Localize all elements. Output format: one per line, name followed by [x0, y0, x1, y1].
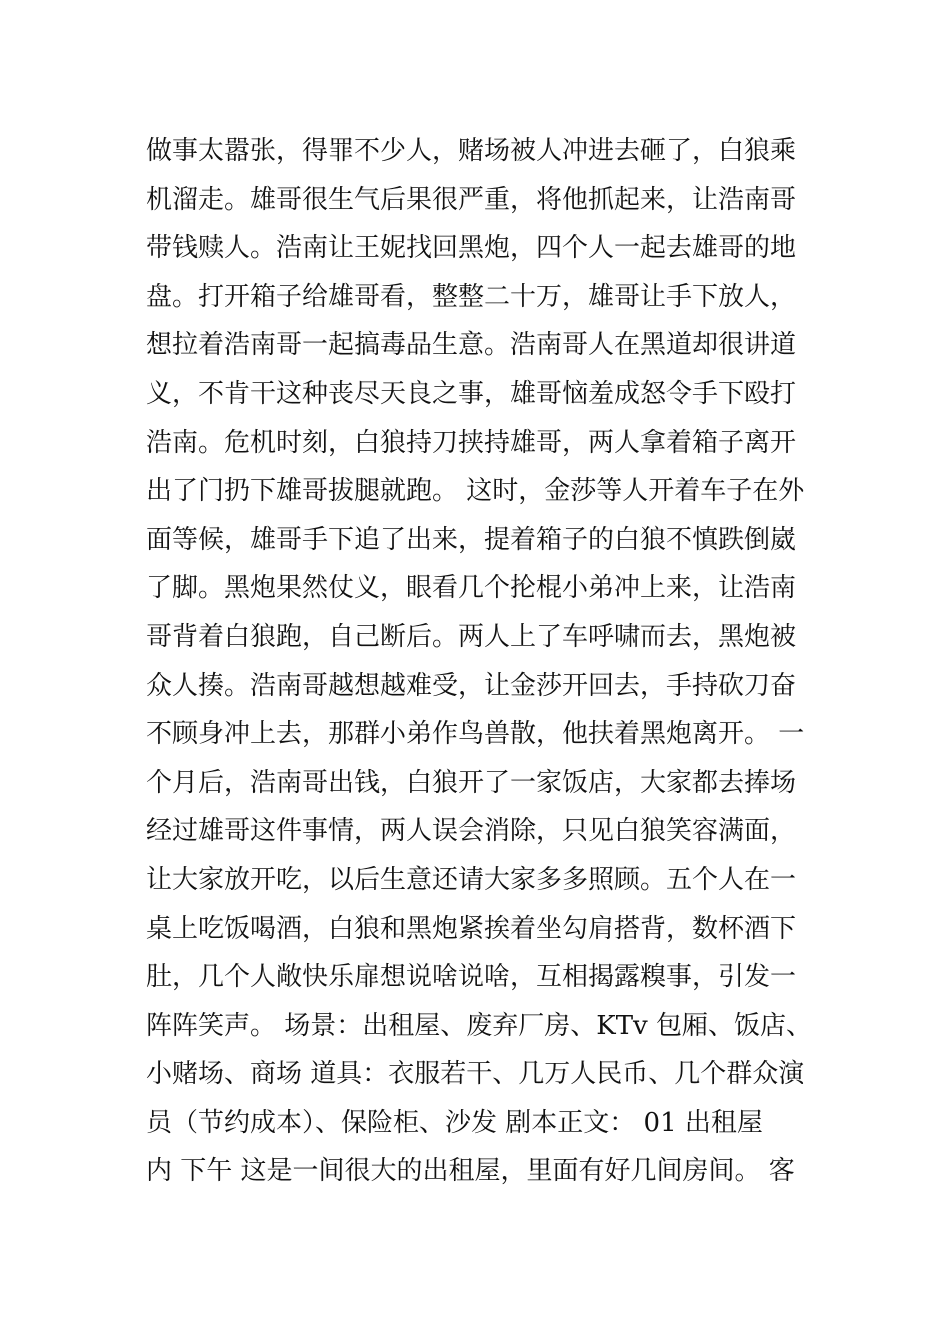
text-line: 了脚。黑炮果然仗义，眼看几个抡棍小弟冲上来，让浩南: [146, 573, 797, 604]
text-line: 盘。打开箱子给雄哥看，整整二十万，雄哥让手下放人，: [146, 281, 797, 312]
text-line: 面等候，雄哥手下追了出来，提着箱子的白狼不慎跌倒崴: [146, 524, 797, 555]
body-text: [146, 127, 816, 1196]
text-line: 众人揍。浩南哥越想越难受，让金莎开回去，手持砍刀奋: [146, 670, 797, 701]
text-line: 员（节约成本）、保险柜、沙发 剧本正文： 01 出租屋: [146, 1107, 763, 1138]
text-line: 阵阵笑声。 场景：出租屋、废弃厂房、KTv 包厢、饭店、: [146, 1010, 812, 1041]
text-line: 义，不肯干这种丧尽天良之事，雄哥恼羞成怒令手下殴打: [146, 378, 797, 409]
text-line: 浩南。危机时刻，白狼持刀挟持雄哥，两人拿着箱子离开: [146, 427, 797, 458]
text-line: 经过雄哥这件事情，两人误会消除，只见白狼笑容满面，: [146, 816, 797, 847]
text-line: 不顾身冲上去，那群小弟作鸟兽散，他扶着黑炮离开。 一: [146, 719, 805, 750]
text-line: 肚，几个人敞快乐扉想说啥说啥，互相揭露糗事，引发一: [146, 962, 797, 993]
text-line: 哥背着白狼跑，自己断后。两人上了车呼啸而去，黑炮被: [146, 621, 797, 652]
text-line: 出了门扔下雄哥拔腿就跑。 这时，金莎等人开着车子在外: [146, 476, 805, 507]
text-line: 机溜走。雄哥很生气后果很严重，将他抓起来，让浩南哥: [146, 184, 797, 215]
text-line: 带钱赎人。浩南让王妮找回黑炮，四个人一起去雄哥的地: [146, 233, 797, 264]
text-line: 让大家放开吃，以后生意还请大家多多照顾。五个人在一: [146, 864, 797, 895]
text-line: 做事太嚣张，得罪不少人，赌场被人冲进去砸了，白狼乘: [146, 136, 797, 166]
text-line: 想拉着浩南哥一起搞毒品生意。浩南哥人在黑道却很讲道: [146, 330, 797, 361]
text-line: 个月后，浩南哥出钱，白狼开了一家饭店，大家都去捧场: [146, 767, 797, 798]
text-line: 内 下午 这是一间很大的出租屋，里面有好几间房间。 客: [146, 1156, 795, 1187]
text-line: 小赌场、商场 道具：衣服若干、几万人民币、几个群众演: [146, 1059, 805, 1090]
text-line: 桌上吃饭喝酒，白狼和黑炮紧挨着坐勾肩搭背，数杯酒下: [146, 913, 797, 944]
